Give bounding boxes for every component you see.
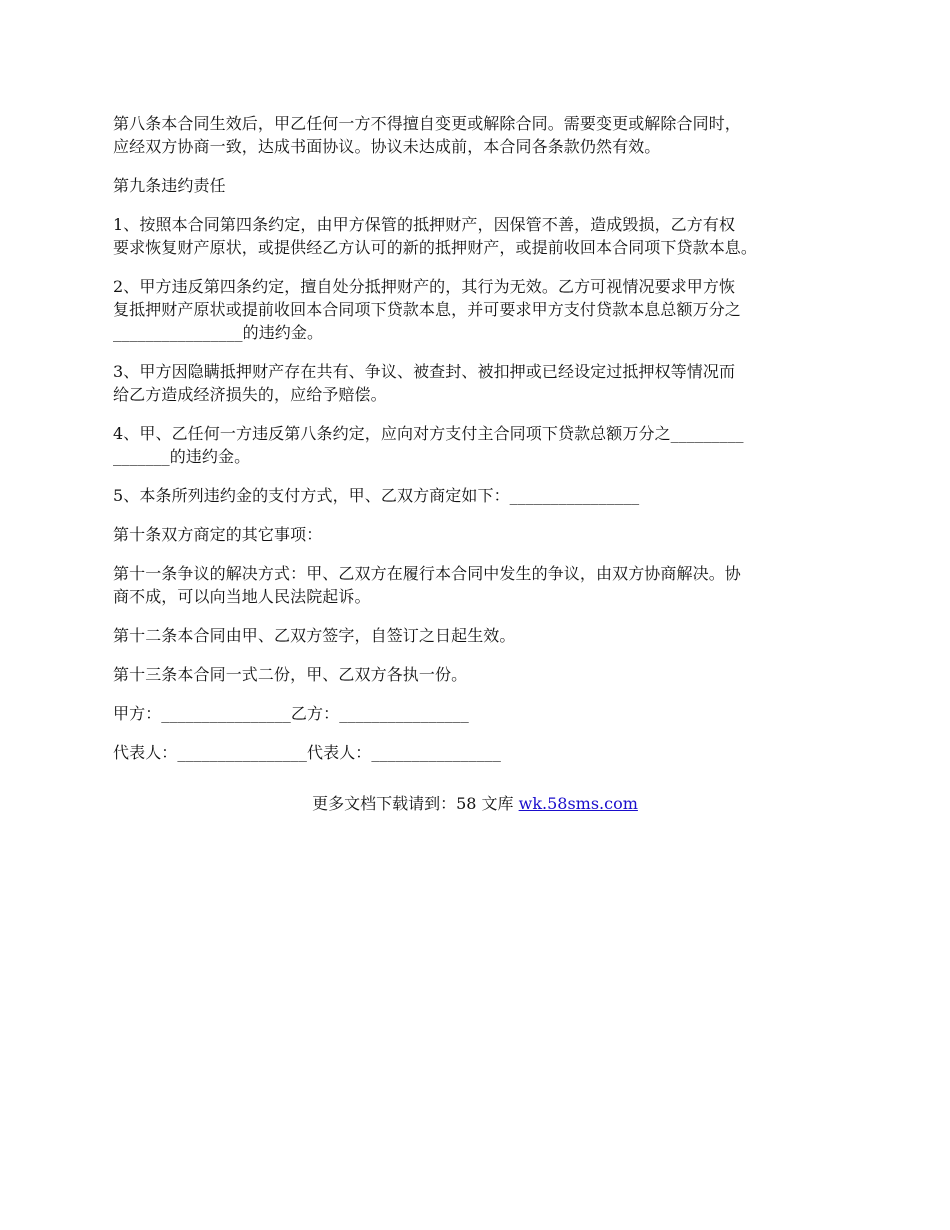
article-13: [113, 663, 843, 686]
text-line: 商不成，可以向当地人民法院起诉。: [113, 587, 371, 606]
text-line: 5、本条所列违约金的支付方式，甲、乙双方商定如下：________________: [113, 486, 640, 505]
text-line: 第八条本合同生效后，甲乙任何一方不得擅自变更或解除合同。需要变更或解除合同时，: [113, 114, 741, 133]
contract-body: [113, 112, 843, 780]
article-9-heading: [113, 174, 843, 197]
text-line: 第十条双方商定的其它事项：: [113, 525, 323, 544]
text-line: 第十三条本合同一式二份，甲、乙双方各执一份。: [113, 665, 468, 684]
article-9-clause-4: [113, 422, 843, 468]
text-line: 应经双方协商一致，达成书面协议。协议未达成前，本合同各条款仍然有效。: [113, 137, 661, 156]
text-line: ________________的违约金。: [113, 323, 324, 342]
article-9-clause-2: [113, 275, 843, 344]
article-9-clause-5: [113, 484, 843, 507]
footer-text: 更多文档下载请到：58 文库: [312, 794, 519, 813]
signature-line: 甲方：________________乙方：________________: [113, 704, 469, 723]
article-11: [113, 562, 843, 608]
text-line: 第十一条争议的解决方式：甲、乙双方在履行本合同中发生的争议，由双方协商解决。协: [113, 564, 741, 583]
signature-parties: [113, 702, 843, 725]
article-9-clause-1: [113, 213, 843, 259]
text-line: 1、按照本合同第四条约定，由甲方保管的抵押财产，因保管不善，造成毁损，乙方有权: [113, 215, 736, 234]
signature-line: 代表人：________________代表人：________________: [113, 743, 501, 762]
article-10: [113, 523, 843, 546]
text-line: 复抵押财产原状或提前收回本合同项下贷款本息，并可要求甲方支付贷款本息总额万分之: [113, 300, 741, 319]
text-line: 2、甲方违反第四条约定，擅自处分抵押财产的，其行为无效。乙方可视情况要求甲方恢: [113, 277, 736, 296]
text-line: _______的违约金。: [113, 447, 251, 466]
article-9-clause-3: [113, 360, 843, 406]
footer-link[interactable]: wk.58sms.com: [518, 794, 638, 813]
text-line: 给乙方造成经济损失的，应给予赔偿。: [113, 385, 387, 404]
section-heading: 第九条违约责任: [113, 176, 226, 195]
article-8: [113, 112, 843, 158]
text-line: 4、甲、乙任何一方违反第八条约定，应向对方支付主合同项下贷款总额万分之_________: [113, 424, 744, 443]
text-line: 要求恢复财产原状，或提供经乙方认可的新的抵押财产，或提前收回本合同项下贷款本息。: [113, 238, 758, 257]
text-line: 3、甲方因隐瞒抵押财产存在共有、争议、被查封、被扣押或已经设定过抵押权等情况而: [113, 362, 736, 381]
download-footer: [0, 792, 950, 815]
article-12: [113, 624, 843, 647]
text-line: 第十二条本合同由甲、乙双方签字，自签订之日起生效。: [113, 626, 516, 645]
signature-representatives: [113, 741, 843, 764]
